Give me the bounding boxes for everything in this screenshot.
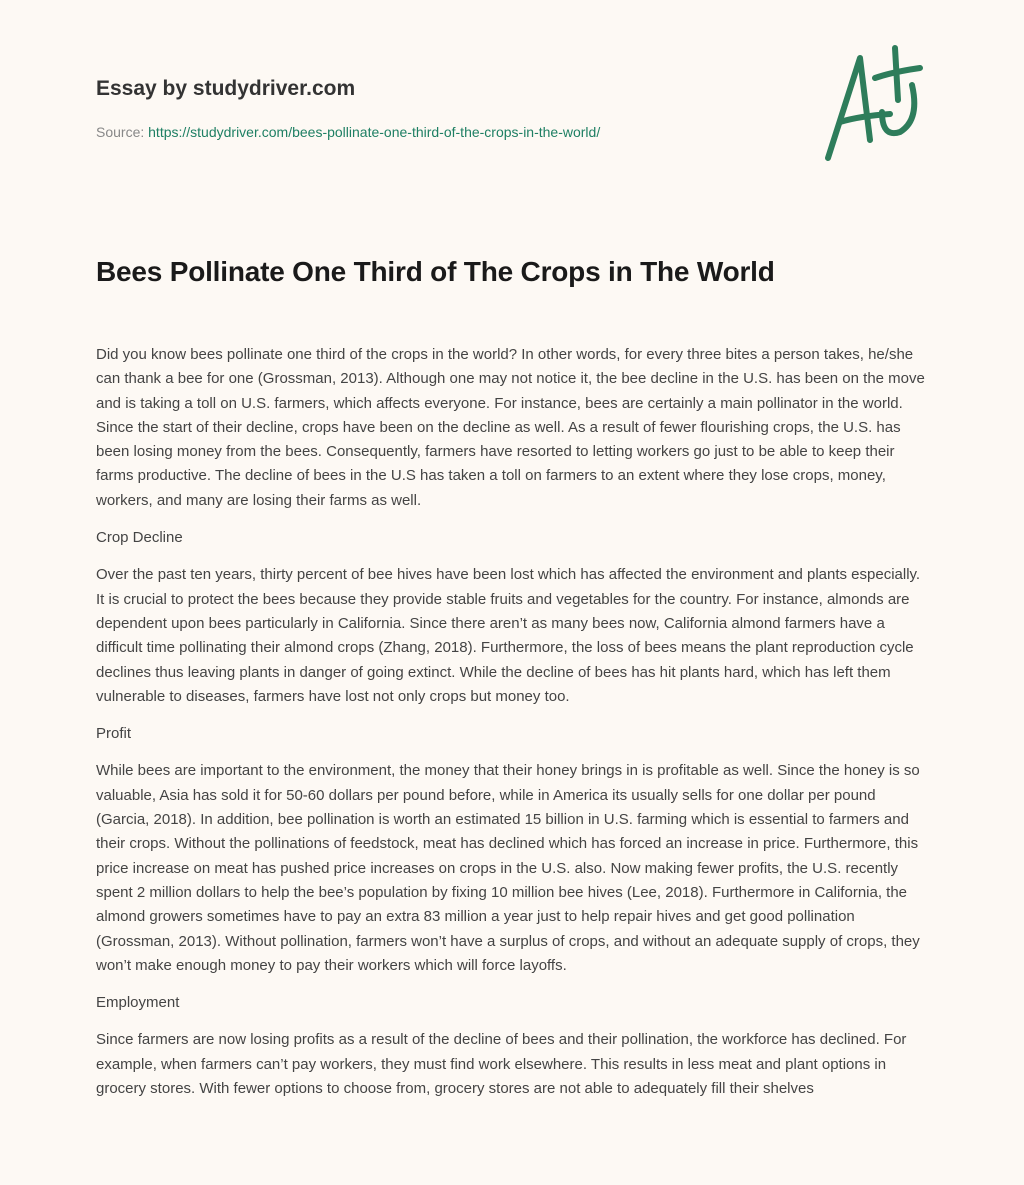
site-title: Essay by studydriver.com [96,77,356,100]
source-line [96,124,600,140]
essay-title: Bees Pollinate One Third of The Crops in The World [96,256,775,287]
source-label: Source: [96,124,149,140]
intro-paragraph: Did you know bees pollinate one third of the crops in the world? In other words, for every three bites a person takes, he/she can thank a bee for one (Grossman, 2013). Although one may not notice it, the bee decline in the U.S. has been on the move and is taking a toll on U.S. farmers, which affects everyone. For instance, bees are certainly a main pollinator in the world. Since the start of their decline, crops have been on the decline as well. As a result of fewer flourishing crops, the U.S. has been losing money from the bees. Consequently, farmers have resorted to letting workers go just to be able to keep their farms productive. The decline of bees in the U.S has taken a toll on farmers to an extent where they lose crops, money, workers, and many are losing their farms as well. [96,346,925,509]
section-paragraph: While bees are important to the environment, the money that their honey brings in is profitable as well. Since the honey is so valuable, Asia has sold it for 50-60 dollars per pound before, while in America its usually sells for one dollar per pound (Garcia, 2018). In addition, bee pollination is worth an estimated 15 billion in U.S. farming which is essential to farmers and their crops. Without the pollinations of feedstock, meat has declined which has forced an increase in price. Furthermore, this price increase on meat has pushed price increases on crops in the U.S. also. Now making fewer profits, the U.S. recently spent 2 million dollars to help the bee’s population by fixing 10 million bee hives (Lee, 2018). Furthermore in California, the almond growers sometimes have to pay an extra 83 million a year just to help repair hives and get good pollination (Grossman, 2013). Without pollination, farmers won’t have a surplus of crops, and without an adequate supply of crops, they won’t make enough money to pay their workers which will force layoffs. [96,762,920,974]
section-heading: Employment [96,994,180,1012]
a-plus-logo-icon [820,40,930,165]
section-paragraph: Since farmers are now losing profits as a result of the decline of bees and their pollination, the workforce has declined. For example, when farmers can’t pay workers, they must find work elsewhere. This results in less meat and plant options in grocery stores. With fewer options to choose from, grocery stores are not able to adequately fill their shelves [96,1031,907,1098]
source-link[interactable]: https://studydriver.com/bees-pollinate-one-third-of-the-crops-in-the-world/ [148,124,601,140]
section-paragraph: Over the past ten years, thirty percent of bee hives have been lost which has affected the environment and plants especially. It is crucial to protect the bees because they provide stable fruits and vegetables for the country. For instance, almonds are dependent upon bees particularly in California. Since there aren’t as many bees now, California almond farmers have a difficult time pollinating their almond crops (Zhang, 2018). Furthermore, the loss of bees means the plant reproduction cycle declines thus leaving plants in danger of going extinct. While the decline of bees has hit plants hard, which has left them vulnerable to diseases, farmers have lost not only crops but money too. [96,566,921,705]
essay-body [96,343,931,1114]
section-heading: Profit [96,725,132,743]
section-heading: Crop Decline [96,529,183,547]
